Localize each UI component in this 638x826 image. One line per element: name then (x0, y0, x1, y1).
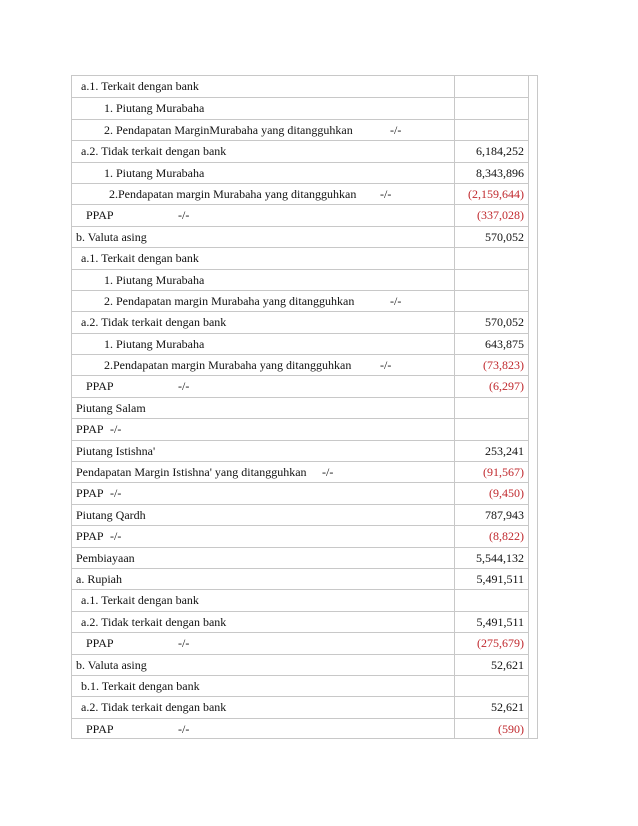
deduction-marker: -/- (380, 186, 392, 201)
deduction-marker: -/- (390, 293, 402, 308)
table-row (72, 162, 454, 183)
row-label: a.2. Tidak terkait dengan bank (81, 700, 227, 715)
row-value: (590) (498, 721, 524, 736)
row-label: a.2. Tidak terkait dengan bank (81, 144, 227, 159)
row-value: 52,621 (491, 700, 524, 715)
row-label: PPAP (86, 636, 114, 651)
table-row-value (455, 311, 528, 332)
label-column (72, 76, 454, 738)
table-row (72, 119, 454, 140)
table-row (72, 482, 454, 503)
table-row-value (455, 525, 528, 546)
table-row (72, 504, 454, 525)
row-label: PPAP (86, 208, 114, 223)
table-row-value (455, 675, 528, 696)
deduction-marker: -/- (322, 465, 334, 480)
row-value: (8,822) (489, 529, 524, 544)
deduction-marker: -/- (178, 721, 190, 736)
table-row (72, 354, 454, 375)
row-value: 253,241 (485, 443, 524, 458)
deduction-marker: -/- (390, 122, 402, 137)
row-label: 2.Pendapatan margin Murabaha yang ditangguhkan (109, 186, 357, 201)
row-value: 5,491,511 (476, 614, 524, 629)
row-label: a. Rupiah (76, 571, 122, 586)
table-row-value (455, 418, 528, 439)
table-row (72, 247, 454, 268)
row-value: 5,544,132 (476, 550, 524, 565)
row-label: 1. Piutang Murabaha (104, 272, 205, 287)
empty-column (528, 76, 537, 738)
table-row-value (455, 440, 528, 461)
row-value: 787,943 (485, 507, 524, 522)
row-label: a.2. Tidak terkait dengan bank (81, 614, 227, 629)
row-value: 6,184,252 (476, 144, 524, 159)
table-row-value (455, 461, 528, 482)
table-row (72, 97, 454, 118)
table-row-value (455, 696, 528, 717)
row-label: Piutang Salam (76, 400, 146, 415)
financial-table (71, 75, 538, 739)
row-value: 5,491,511 (476, 571, 524, 586)
table-row (72, 397, 454, 418)
table-row-value (455, 76, 528, 97)
table-row-value (455, 568, 528, 589)
row-label: PPAP (76, 486, 104, 501)
row-label: PPAP (86, 721, 114, 736)
row-value: 643,875 (485, 336, 524, 351)
row-label: PPAP (86, 379, 114, 394)
table-row-value (455, 162, 528, 183)
row-label: b. Valuta asing (76, 657, 147, 672)
row-value: (91,567) (483, 465, 524, 480)
table-row-value (455, 611, 528, 632)
row-label: Piutang Istishna' (76, 443, 156, 458)
table-row-value (455, 97, 528, 118)
table-row (72, 290, 454, 311)
table-row-value (455, 375, 528, 396)
table-row-value (455, 119, 528, 140)
table-row-value (455, 183, 528, 204)
table-row (72, 718, 454, 739)
table-row (72, 525, 454, 546)
table-row (72, 461, 454, 482)
table-row (72, 568, 454, 589)
row-value: 570,052 (485, 229, 524, 244)
deduction-marker: -/- (110, 486, 122, 501)
table-row (72, 611, 454, 632)
table-row-value (455, 718, 528, 739)
deduction-marker: -/- (380, 358, 392, 373)
row-value: (73,823) (483, 358, 524, 373)
row-label: b. Valuta asing (76, 229, 147, 244)
table-row-value (455, 547, 528, 568)
table-row (72, 375, 454, 396)
table-row-value (455, 654, 528, 675)
table-row-value (455, 632, 528, 653)
row-value: 52,621 (491, 657, 524, 672)
row-label: Pendapatan Margin Istishna' yang ditangguhkan (76, 465, 307, 480)
table-row (72, 440, 454, 461)
table-row-value (455, 140, 528, 161)
table-row-value (455, 397, 528, 418)
row-value: (337,028) (477, 208, 524, 223)
row-label: 2.Pendapatan margin Murabaha yang ditangguhkan (104, 358, 352, 373)
row-label: 2. Pendapatan margin Murabaha yang ditangguhkan (104, 293, 355, 308)
table-row-value (455, 290, 528, 311)
table-row (72, 675, 454, 696)
row-label: Piutang Qardh (76, 507, 146, 522)
table-row (72, 333, 454, 354)
table-row-value (455, 482, 528, 503)
row-label: a.2. Tidak terkait dengan bank (81, 315, 227, 330)
row-label: 1. Piutang Murabaha (104, 165, 205, 180)
row-label: 1. Piutang Murabaha (104, 101, 205, 116)
table-row (72, 311, 454, 332)
table-row-value (455, 269, 528, 290)
table-row-value (455, 333, 528, 354)
table-row (72, 269, 454, 290)
row-value: (6,297) (489, 379, 524, 394)
deduction-marker: -/- (178, 636, 190, 651)
table-row (72, 696, 454, 717)
row-label: PPAP (76, 529, 104, 544)
row-value: (9,450) (489, 486, 524, 501)
row-value: 8,343,896 (476, 165, 524, 180)
deduction-marker: -/- (178, 379, 190, 394)
row-label: a.1. Terkait dengan bank (81, 251, 199, 266)
row-label: PPAP (76, 422, 104, 437)
table-row-value (455, 204, 528, 225)
table-row (72, 226, 454, 247)
table-row (72, 183, 454, 204)
deduction-marker: -/- (110, 422, 122, 437)
row-label: Pembiayaan (76, 550, 135, 565)
table-row (72, 76, 454, 97)
row-label: 2. Pendapatan MarginMurabaha yang ditangguhkan (104, 122, 353, 137)
table-row-value (455, 504, 528, 525)
table-row (72, 418, 454, 439)
table-row-value (455, 589, 528, 610)
row-value: (275,679) (477, 636, 524, 651)
row-label: a.1. Terkait dengan bank (81, 79, 199, 93)
deduction-marker: -/- (178, 208, 190, 223)
value-column (454, 76, 528, 738)
table-row (72, 204, 454, 225)
table-row (72, 589, 454, 610)
deduction-marker: -/- (110, 529, 122, 544)
table-row-value (455, 247, 528, 268)
table-row-value (455, 354, 528, 375)
row-value: (2,159,644) (468, 186, 524, 201)
row-value: 570,052 (485, 315, 524, 330)
row-label: 1. Piutang Murabaha (104, 336, 205, 351)
table-row (72, 654, 454, 675)
table-row-value (455, 226, 528, 247)
row-label: a.1. Terkait dengan bank (81, 593, 199, 608)
table-row (72, 547, 454, 568)
row-label: b.1. Terkait dengan bank (81, 678, 200, 693)
table-row (72, 632, 454, 653)
table-row (72, 140, 454, 161)
